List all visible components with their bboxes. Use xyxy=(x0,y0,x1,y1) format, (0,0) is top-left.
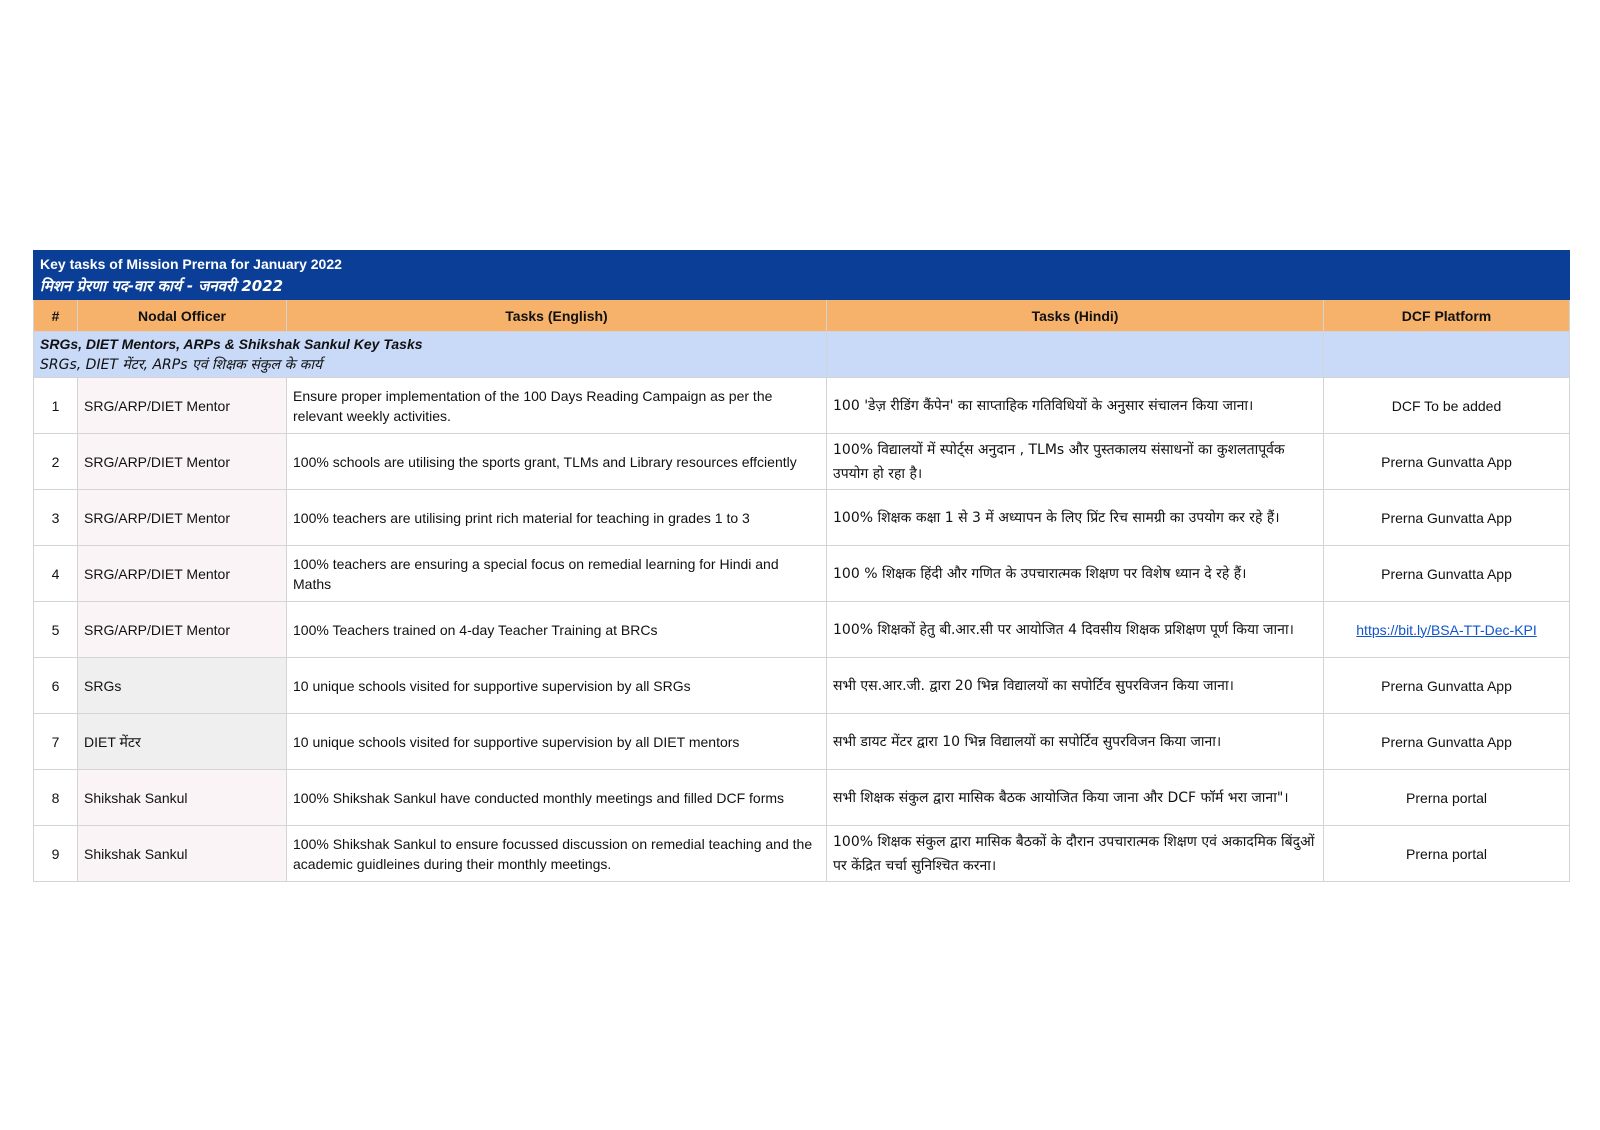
task-hindi-cell: सभी एस.आर.जी. द्वारा 20 भिन्न विद्यालयों का सपोर्टिव सुपरविजन किया जाना। xyxy=(827,658,1324,714)
row-number: 4 xyxy=(34,546,78,602)
table-row xyxy=(34,378,1570,434)
task-hindi-cell: 100% शिक्षकों हेतु बी.आर.सी पर आयोजित 4 दिवसीय शिक्षक प्रशिक्षण पूर्ण किया जाना। xyxy=(827,602,1324,658)
dcf-link[interactable]: https://bit.ly/BSA-TT-Dec-KPI xyxy=(1356,621,1537,638)
key-tasks-table xyxy=(33,250,1570,882)
title-hindi: मिशन प्रेरणा पद-वार कार्य - जनवरी 2022 xyxy=(40,277,284,295)
nodal-officer-cell: Shikshak Sankul xyxy=(78,826,287,882)
dcf-platform-cell: Prerna Gunvatta App xyxy=(1324,714,1570,770)
task-english-cell: 100% teachers are ensuring a special focus on remedial learning for Hindi and Maths xyxy=(287,546,827,602)
table-row xyxy=(34,490,1570,546)
task-sheet xyxy=(33,250,1569,882)
section-row xyxy=(34,332,1570,378)
nodal-officer-cell: Shikshak Sankul xyxy=(78,770,287,826)
task-english-cell: Ensure proper implementation of the 100 Days Reading Campaign as per the relevant weekly activities. xyxy=(287,378,827,434)
task-hindi-cell: 100% विद्यालयों में स्पोर्ट्स अनुदान , TLMs और पुस्तकालय संसाधनों का कुशलतापूर्वक उपयोग हो रहा है। xyxy=(827,434,1324,490)
nodal-officer-cell: SRG/ARP/DIET Mentor xyxy=(78,546,287,602)
dcf-platform-cell xyxy=(1324,602,1570,658)
header-tasks-english: Tasks (English) xyxy=(287,300,827,332)
dcf-platform-cell: DCF To be added xyxy=(1324,378,1570,434)
header-row xyxy=(34,300,1570,332)
row-number: 1 xyxy=(34,378,78,434)
task-english-cell: 100% schools are utilising the sports grant, TLMs and Library resources effciently xyxy=(287,434,827,490)
task-english-cell: 100% Shikshak Sankul to ensure focussed discussion on remedial teaching and the academic guidleines during their monthly meetings. xyxy=(287,826,827,882)
task-english-cell: 10 unique schools visited for supportive supervision by all DIET mentors xyxy=(287,714,827,770)
title-english: Key tasks of Mission Prerna for January 2022 xyxy=(40,256,342,272)
dcf-platform-cell: Prerna Gunvatta App xyxy=(1324,658,1570,714)
task-hindi-cell: सभी शिक्षक संकुल द्वारा मासिक बैठक आयोजित किया जाना और DCF फॉर्म भरा जाना"। xyxy=(827,770,1324,826)
row-number: 9 xyxy=(34,826,78,882)
table-row xyxy=(34,714,1570,770)
table-row xyxy=(34,658,1570,714)
title-empty-cell xyxy=(1324,251,1570,300)
header-number: # xyxy=(34,300,78,332)
nodal-officer-cell: SRG/ARP/DIET Mentor xyxy=(78,434,287,490)
table-row xyxy=(34,826,1570,882)
row-number: 5 xyxy=(34,602,78,658)
nodal-officer-cell: DIET मेंटर xyxy=(78,714,287,770)
dcf-platform-cell: Prerna portal xyxy=(1324,770,1570,826)
task-english-cell: 100% teachers are utilising print rich material for teaching in grades 1 to 3 xyxy=(287,490,827,546)
nodal-officer-cell: SRG/ARP/DIET Mentor xyxy=(78,490,287,546)
task-hindi-cell: 100 'डेज़ रीडिंग कैंपेन' का साप्ताहिक गतिविधियों के अनुसार संचालन किया जाना। xyxy=(827,378,1324,434)
dcf-platform-cell: Prerna portal xyxy=(1324,826,1570,882)
header-tasks-hindi: Tasks (Hindi) xyxy=(827,300,1324,332)
nodal-officer-cell: SRG/ARP/DIET Mentor xyxy=(78,602,287,658)
nodal-officer-cell: SRG/ARP/DIET Mentor xyxy=(78,378,287,434)
table-row xyxy=(34,434,1570,490)
title-empty-cell xyxy=(827,251,1324,300)
dcf-platform-cell: Prerna Gunvatta App xyxy=(1324,434,1570,490)
section-cell xyxy=(34,332,827,378)
dcf-platform-cell: Prerna Gunvatta App xyxy=(1324,490,1570,546)
row-number: 3 xyxy=(34,490,78,546)
section-empty-cell xyxy=(827,332,1324,378)
header-dcf-platform: DCF Platform xyxy=(1324,300,1570,332)
header-nodal-officer: Nodal Officer xyxy=(78,300,287,332)
dcf-platform-cell: Prerna Gunvatta App xyxy=(1324,546,1570,602)
row-number: 6 xyxy=(34,658,78,714)
title-cell xyxy=(34,251,827,300)
task-english-cell: 10 unique schools visited for supportive supervision by all SRGs xyxy=(287,658,827,714)
section-title-english: SRGs, DIET Mentors, ARPs & Shikshak Sankul Key Tasks xyxy=(40,335,423,352)
task-english-cell: 100% Teachers trained on 4-day Teacher Training at BRCs xyxy=(287,602,827,658)
row-number: 7 xyxy=(34,714,78,770)
row-number: 8 xyxy=(34,770,78,826)
task-hindi-cell: 100% शिक्षक कक्षा 1 से 3 में अध्यापन के लिए प्रिंट रिच सामग्री का उपयोग कर रहे हैं। xyxy=(827,490,1324,546)
row-number: 2 xyxy=(34,434,78,490)
table-row xyxy=(34,602,1570,658)
task-hindi-cell: 100 % शिक्षक हिंदी और गणित के उपचारात्मक शिक्षण पर विशेष ध्यान दे रहे हैं। xyxy=(827,546,1324,602)
section-empty-cell xyxy=(1324,332,1570,378)
section-title-hindi: SRGs, DIET मेंटर, ARPs एवं शिक्षक संकुल के कार्य xyxy=(40,356,323,373)
task-hindi-cell: 100% शिक्षक संकुल द्वारा मासिक बैठकों के दौरान उपचारात्मक शिक्षण एवं अकादमिक बिंदुओं पर केंद्रित चर्चा सुनिश्चित करना। xyxy=(827,826,1324,882)
table-row xyxy=(34,546,1570,602)
table-row xyxy=(34,770,1570,826)
title-row xyxy=(34,251,1570,300)
task-hindi-cell: सभी डायट मेंटर द्वारा 10 भिन्न विद्यालयों का सपोर्टिव सुपरविजन किया जाना। xyxy=(827,714,1324,770)
task-english-cell: 100% Shikshak Sankul have conducted monthly meetings and filled DCF forms xyxy=(287,770,827,826)
nodal-officer-cell: SRGs xyxy=(78,658,287,714)
